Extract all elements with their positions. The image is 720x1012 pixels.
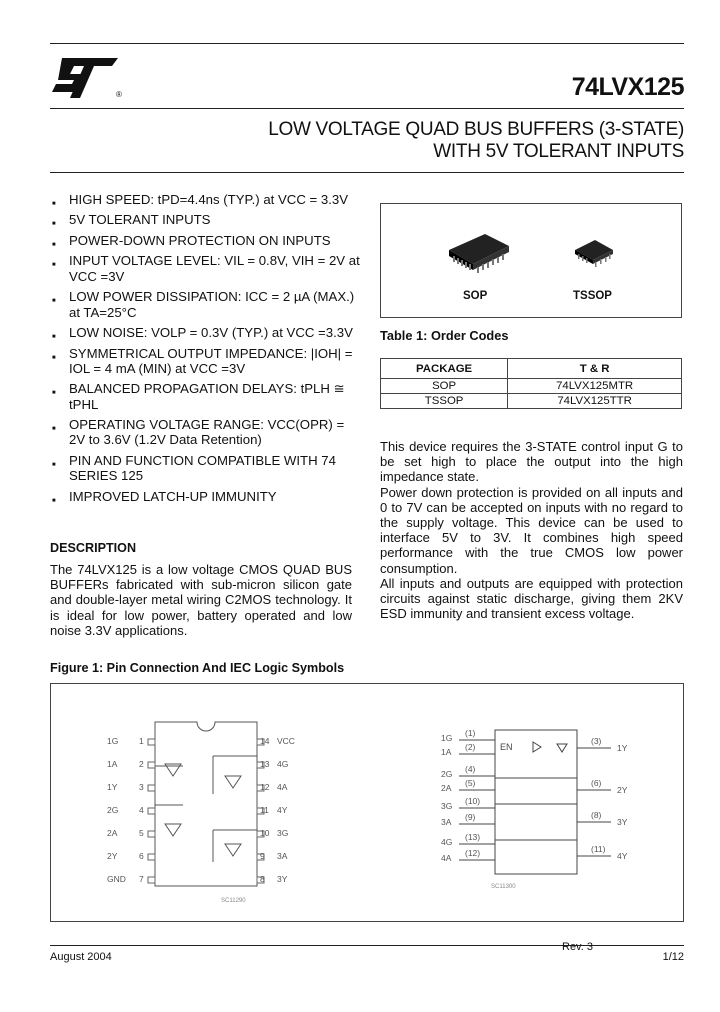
paragraph: Power down protection is provided on all inputs and 0 to 7V can be accepted on inputs with no regard to the supply voltage. This device can be used to interface 5V to 3V. It combines high speed performance with the true CMOS low power consumption. — [380, 484, 683, 576]
sop-package-image — [443, 232, 513, 276]
iec-input-label: 4A — [441, 853, 452, 863]
title-rule — [50, 172, 684, 173]
iec-input-number: (4) — [465, 764, 476, 774]
pin-name-left: 1A — [107, 759, 118, 769]
pin-name-right: 3A — [277, 851, 288, 861]
iec-input-label: 3G — [441, 801, 453, 811]
iec-output-number: (6) — [591, 778, 602, 788]
iec-input-label: 2G — [441, 769, 453, 779]
iec-input-label: 1G — [441, 733, 453, 743]
iec-output-label: 2Y — [617, 785, 628, 795]
pin-connection-diagram — [51, 684, 683, 921]
pin — [148, 854, 155, 860]
iec-output-number: (8) — [591, 810, 602, 820]
column-header: PACKAGE — [381, 359, 508, 379]
paragraph: This device requires the 3-STATE control input G to be set high to place the output into the high impedance state. — [380, 439, 683, 485]
top-rule — [50, 43, 684, 44]
iec-output-number: (3) — [591, 736, 602, 746]
order-codes-table — [380, 358, 682, 409]
svg-text:SC11300: SC11300 — [491, 884, 516, 890]
pin-number-right: 8 — [260, 874, 265, 884]
iec-en-label: EN — [500, 742, 513, 752]
pin-number-right: 11 — [260, 805, 269, 815]
pin-name-left: 1G — [107, 736, 119, 746]
pin-name-left: 1Y — [107, 782, 118, 792]
iec-input-number: (13) — [465, 832, 481, 842]
feature-item: ■ BALANCED PROPAGATION DELAYS: tPLH ≅ tPHL — [52, 381, 345, 412]
iec-input-number: (9) — [465, 812, 476, 822]
feature-item: ■ LOW NOISE: VOLP = 0.3V (TYP.) at VCC =3.3V — [52, 325, 353, 341]
pin-name-right: 3Y — [277, 874, 288, 884]
footer-date: August 2004 — [50, 951, 112, 963]
pin — [148, 877, 155, 883]
pin-name-right: 4Y — [277, 805, 288, 815]
part-number: 74LVX125 — [571, 73, 684, 101]
description-body: The 74LVX125 is a low voltage CMOS QUAD BUS BUFFERs fabricated with sub-micron silicon gate and double-layer metal wiring C2MOS technology. It is ideal for low power, battery operated and low noise 3.3V applications. — [50, 562, 352, 638]
iec-output-label: 1Y — [617, 743, 628, 753]
right-description — [380, 439, 683, 621]
pin — [148, 762, 155, 768]
pin-number-left: 4 — [139, 805, 144, 815]
pin-number-right: 12 — [260, 782, 270, 792]
iec-input-number: (2) — [465, 742, 476, 752]
pin-name-right: 3G — [277, 828, 289, 838]
pin-name-left: 2Y — [107, 851, 118, 861]
pin-number-left: 2 — [139, 759, 144, 769]
title-line-2: WITH 5V TOLERANT INPUTS — [433, 141, 684, 162]
iec-input-number: (10) — [465, 796, 481, 806]
tssop-label: TSSOP — [573, 290, 612, 302]
feature-item: ■ INPUT VOLTAGE LEVEL: VIL = 0.8V, VIH = 2V at VCC =3V — [52, 253, 360, 284]
figure-box — [50, 683, 684, 922]
feature-item: ■ IMPROVED LATCH-UP IMMUNITY — [52, 488, 277, 504]
table-cell: 74LVX125MTR — [508, 379, 682, 394]
page-number: 1/12 — [662, 951, 684, 963]
pin-number-right: 13 — [260, 759, 270, 769]
feature-item: ■ LOW POWER DISSIPATION: ICC = 2 µA (MAX.) at TA=25°C — [52, 289, 355, 320]
pin-number-right: 9 — [260, 851, 265, 861]
pin-number-left: 5 — [139, 828, 144, 838]
feature-item: ■ OPERATING VOLTAGE RANGE: VCC(OPR) = 2V to 3.6V (1.2V Data Retention) — [52, 417, 345, 448]
pin-name-right: VCC — [277, 736, 295, 746]
order-codes-title: Table 1: Order Codes — [380, 328, 509, 343]
figure-title: Figure 1: Pin Connection And IEC Logic Symbols — [50, 661, 345, 675]
feature-item: ■ HIGH SPEED: tPD=4.4ns (TYP.) at VCC = 3.3V — [52, 192, 348, 207]
iec-input-label: 3A — [441, 817, 452, 827]
iec-input-number: (5) — [465, 778, 476, 788]
table-row — [381, 379, 682, 394]
feature-item: ■ POWER-DOWN PROTECTION ON INPUTS — [52, 232, 331, 248]
feature-item: ■ PIN AND FUNCTION COMPATIBLE WITH 74 SERIES 125 — [52, 452, 336, 484]
header-rule — [50, 108, 684, 109]
title-line-1: LOW VOLTAGE QUAD BUS BUFFERS (3-STATE) — [268, 119, 684, 140]
feature-list — [52, 192, 362, 509]
pin — [148, 831, 155, 837]
svg-text:SC11290: SC11290 — [221, 898, 246, 904]
feature-item: ■ 5V TOLERANT INPUTS — [52, 212, 211, 228]
iec-input-label: 2A — [441, 783, 452, 793]
iec-output-label: 4Y — [617, 851, 628, 861]
paragraph: All inputs and outputs are equipped with protection circuits against static discharge, giving them 2KV ESD immunity and transient excess voltage. — [380, 575, 683, 622]
pin-name-left: 2G — [107, 805, 119, 815]
pin-number-left: 7 — [139, 874, 144, 884]
sop-label: SOP — [463, 290, 488, 302]
column-header: T & R — [508, 359, 682, 379]
table-cell: 74LVX125TTR — [508, 394, 682, 409]
registered-mark: ® — [116, 90, 122, 99]
table-cell: TSSOP — [381, 394, 508, 409]
tssop-package-image — [571, 236, 617, 272]
iec-input-number: (12) — [465, 848, 481, 858]
pin-name-right: 4G — [277, 759, 289, 769]
table-row — [381, 394, 682, 409]
pin-number-right: 14 — [260, 736, 270, 746]
iec-output-number: (11) — [591, 844, 606, 854]
pin-number-left: 1 — [139, 736, 144, 746]
pin — [148, 739, 155, 745]
pin-number-left: 6 — [139, 851, 144, 861]
iec-output-label: 3Y — [617, 817, 628, 827]
rev-label: Rev. 3 — [562, 941, 593, 953]
pin-name-left: GND — [107, 874, 126, 884]
table-header-row — [381, 359, 682, 379]
iec-input-number: (1) — [465, 728, 476, 738]
feature-item: ■ SYMMETRICAL OUTPUT IMPEDANCE: |IOH| = IOL = 4 mA (MIN) at VCC =3V — [52, 345, 353, 376]
table-cell: SOP — [381, 379, 508, 394]
pin — [148, 785, 155, 791]
pin-name-left: 2A — [107, 828, 118, 838]
description-heading: DESCRIPTION — [50, 541, 137, 555]
pin-number-left: 3 — [139, 782, 144, 792]
iec-input-label: 1A — [441, 747, 452, 757]
pin-name-right: 4A — [277, 782, 288, 792]
iec-input-label: 4G — [441, 837, 453, 847]
pin — [148, 808, 155, 814]
package-box — [380, 203, 682, 318]
pin-number-right: 10 — [260, 828, 270, 838]
